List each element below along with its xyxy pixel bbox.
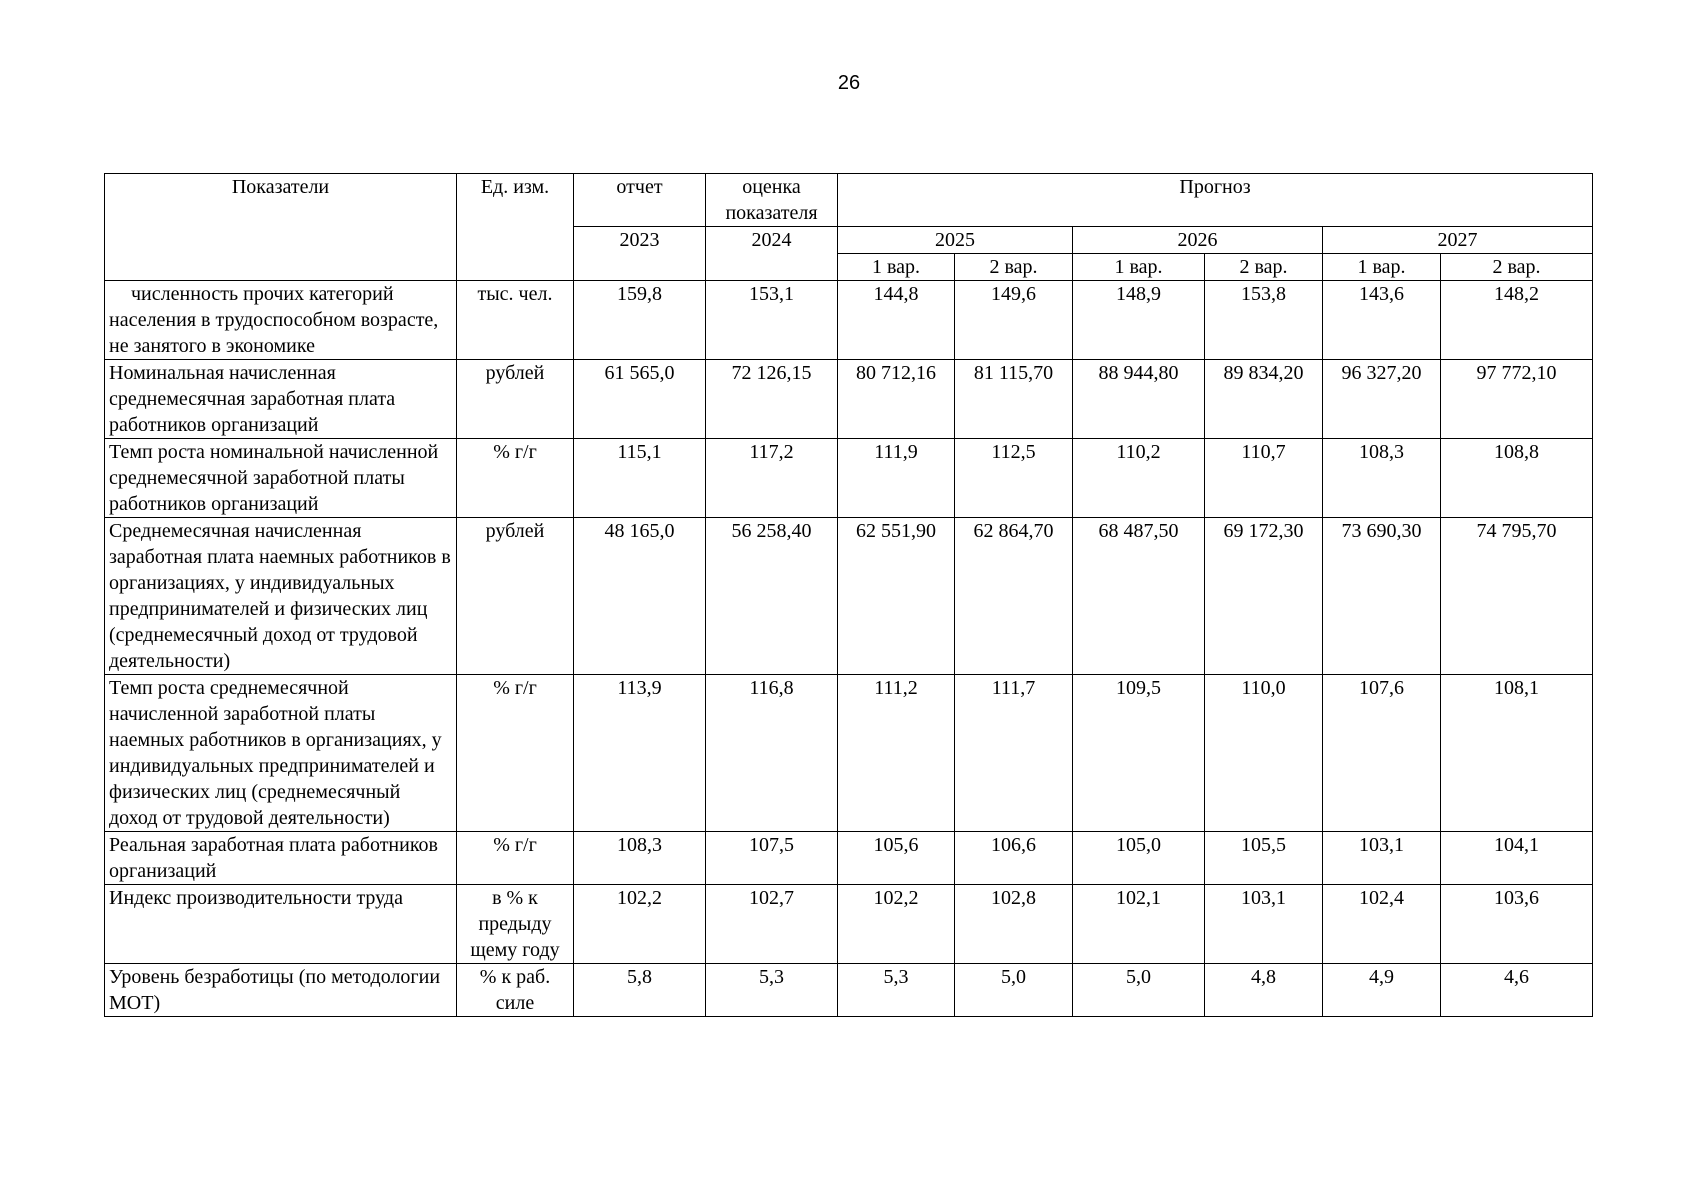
table-row — [105, 281, 1593, 360]
indicator-name: Уровень безработицы (по методологии МОТ) — [105, 964, 457, 1017]
value-r2026-var1: 148,9 — [1073, 281, 1205, 360]
table-row — [105, 518, 1593, 675]
value-r2025-var1: 5,3 — [838, 964, 955, 1017]
value-r2023: 61 565,0 — [574, 360, 706, 439]
value-r2024: 56 258,40 — [706, 518, 838, 675]
value-r2026-var2: 110,0 — [1205, 675, 1323, 832]
value-r2025-var1: 111,2 — [838, 675, 955, 832]
value-r2027-var2: 104,1 — [1441, 832, 1593, 885]
value-r2027-var1: 102,4 — [1323, 885, 1441, 964]
header-2025-var2: 2 вар. — [955, 254, 1073, 281]
table-row — [105, 360, 1593, 439]
value-r2025-var2: 62 864,70 — [955, 518, 1073, 675]
forecast-indicators-table — [104, 173, 1593, 1017]
indicator-unit: % г/г — [457, 439, 574, 518]
header-2026-var1: 1 вар. — [1073, 254, 1205, 281]
value-r2025-var2: 149,6 — [955, 281, 1073, 360]
indicator-name: численность прочих категорий населения в трудоспособном возрасте, не занятого в экономике — [105, 281, 457, 360]
indicator-name: Индекс производительности труда — [105, 885, 457, 964]
table-row — [105, 964, 1593, 1017]
value-r2025-var2: 106,6 — [955, 832, 1073, 885]
value-r2026-var1: 88 944,80 — [1073, 360, 1205, 439]
value-r2023: 108,3 — [574, 832, 706, 885]
indicator-unit: % г/г — [457, 832, 574, 885]
table-row — [105, 675, 1593, 832]
value-r2023: 48 165,0 — [574, 518, 706, 675]
value-r2026-var1: 105,0 — [1073, 832, 1205, 885]
header-unit: Ед. изм. — [457, 174, 574, 281]
table-row — [105, 832, 1593, 885]
value-r2026-var2: 4,8 — [1205, 964, 1323, 1017]
header-year-2025: 2025 — [838, 227, 1073, 254]
header-year-2026: 2026 — [1073, 227, 1323, 254]
indicator-name: Номинальная начисленная среднемесячная заработная плата работников организаций — [105, 360, 457, 439]
value-r2027-var1: 107,6 — [1323, 675, 1441, 832]
value-r2026-var1: 110,2 — [1073, 439, 1205, 518]
indicator-name: Реальная заработная плата работников организаций — [105, 832, 457, 885]
value-r2027-var1: 143,6 — [1323, 281, 1441, 360]
header-2027-var1: 1 вар. — [1323, 254, 1441, 281]
value-r2023: 102,2 — [574, 885, 706, 964]
value-r2027-var2: 103,6 — [1441, 885, 1593, 964]
value-r2023: 5,8 — [574, 964, 706, 1017]
table-row — [105, 885, 1593, 964]
value-r2027-var2: 97 772,10 — [1441, 360, 1593, 439]
value-r2025-var2: 112,5 — [955, 439, 1073, 518]
value-r2024: 107,5 — [706, 832, 838, 885]
value-r2026-var2: 69 172,30 — [1205, 518, 1323, 675]
value-r2027-var2: 4,6 — [1441, 964, 1593, 1017]
value-r2024: 117,2 — [706, 439, 838, 518]
value-r2026-var1: 5,0 — [1073, 964, 1205, 1017]
value-r2026-var2: 110,7 — [1205, 439, 1323, 518]
header-2025-var1: 1 вар. — [838, 254, 955, 281]
value-r2025-var1: 105,6 — [838, 832, 955, 885]
value-r2025-var1: 62 551,90 — [838, 518, 955, 675]
header-estimate: оценка показателя — [706, 174, 838, 227]
value-r2023: 159,8 — [574, 281, 706, 360]
value-r2026-var2: 89 834,20 — [1205, 360, 1323, 439]
value-r2025-var2: 5,0 — [955, 964, 1073, 1017]
indicator-unit: % г/г — [457, 675, 574, 832]
value-r2027-var2: 108,1 — [1441, 675, 1593, 832]
value-r2025-var2: 81 115,70 — [955, 360, 1073, 439]
value-r2023: 113,9 — [574, 675, 706, 832]
value-r2025-var1: 102,2 — [838, 885, 955, 964]
header-2026-var2: 2 вар. — [1205, 254, 1323, 281]
header-year-2024: 2024 — [706, 227, 838, 281]
indicator-name: Среднемесячная начисленная заработная плата наемных работников в организациях, у индивидуальных предпринимателей и физических лиц (среднемесячный доход от трудовой деятельности) — [105, 518, 457, 675]
header-2027-var2: 2 вар. — [1441, 254, 1593, 281]
value-r2027-var1: 96 327,20 — [1323, 360, 1441, 439]
value-r2027-var1: 103,1 — [1323, 832, 1441, 885]
value-r2026-var1: 68 487,50 — [1073, 518, 1205, 675]
indicator-unit: тыс. чел. — [457, 281, 574, 360]
value-r2025-var2: 102,8 — [955, 885, 1073, 964]
value-r2026-var2: 103,1 — [1205, 885, 1323, 964]
page-number: 26 — [837, 72, 861, 94]
indicator-name: Темп роста номинальной начисленной среднемесячной заработной платы работников организаций — [105, 439, 457, 518]
value-r2027-var2: 148,2 — [1441, 281, 1593, 360]
value-r2026-var2: 153,8 — [1205, 281, 1323, 360]
value-r2024: 153,1 — [706, 281, 838, 360]
value-r2024: 102,7 — [706, 885, 838, 964]
indicator-unit: % к раб. силе — [457, 964, 574, 1017]
table-header — [105, 174, 1593, 281]
value-r2024: 5,3 — [706, 964, 838, 1017]
value-r2026-var1: 109,5 — [1073, 675, 1205, 832]
value-r2026-var1: 102,1 — [1073, 885, 1205, 964]
value-r2027-var2: 108,8 — [1441, 439, 1593, 518]
table-row — [105, 439, 1593, 518]
value-r2025-var1: 80 712,16 — [838, 360, 955, 439]
indicator-unit: в % к предыду щему году — [457, 885, 574, 964]
value-r2024: 116,8 — [706, 675, 838, 832]
indicator-name: Темп роста среднемесячной начисленной заработной платы наемных работников в организациях, у индивидуальных предпринимателей и физических лиц (среднемесячный доход от трудовой деятельности) — [105, 675, 457, 832]
table-body — [105, 281, 1593, 1017]
header-forecast: Прогноз — [838, 174, 1593, 227]
value-r2026-var2: 105,5 — [1205, 832, 1323, 885]
header-year-2027: 2027 — [1323, 227, 1593, 254]
value-r2027-var1: 108,3 — [1323, 439, 1441, 518]
value-r2025-var2: 111,7 — [955, 675, 1073, 832]
value-r2027-var1: 73 690,30 — [1323, 518, 1441, 675]
value-r2023: 115,1 — [574, 439, 706, 518]
value-r2027-var2: 74 795,70 — [1441, 518, 1593, 675]
indicator-unit: рублей — [457, 360, 574, 439]
value-r2025-var1: 111,9 — [838, 439, 955, 518]
value-r2025-var1: 144,8 — [838, 281, 955, 360]
header-year-2023: 2023 — [574, 227, 706, 281]
header-report: отчет — [574, 174, 706, 227]
header-indicators: Показатели — [105, 174, 457, 281]
value-r2024: 72 126,15 — [706, 360, 838, 439]
indicator-unit: рублей — [457, 518, 574, 675]
value-r2027-var1: 4,9 — [1323, 964, 1441, 1017]
